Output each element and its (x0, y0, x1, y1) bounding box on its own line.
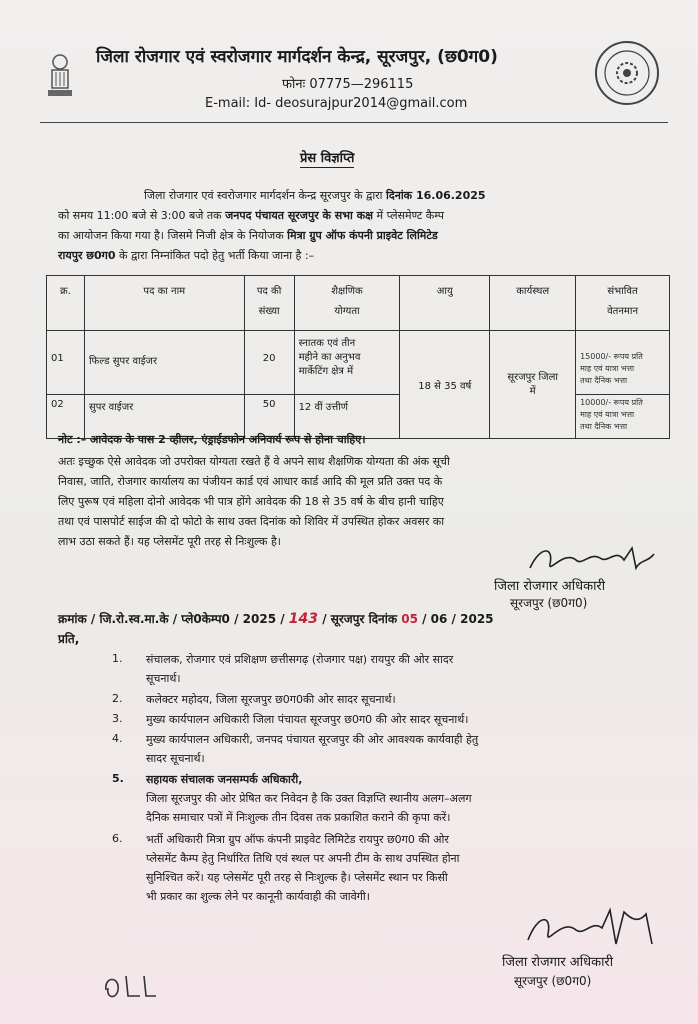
recipients-heading: प्रति, (58, 632, 80, 646)
col-post: पद का नाम (84, 276, 244, 331)
row-salary: 15000/- रूपय प्रति माह एवं यात्रा भत्ता तथा दैनिक भत्ता (576, 331, 670, 395)
office-email: E-mail: Id- deosurajpur2014@gmail.com (205, 96, 468, 111)
intro-line-3: का आयोजन किया गया है। जिसमे निजी क्षेत्र के नियोजक मित्रा ग्रुप ऑफ कंपनी प्राइवेट लिमिटेड (58, 229, 438, 242)
table-row (47, 331, 670, 395)
press-release-heading: प्रेस विज्ञप्ति (300, 148, 354, 168)
col-salary: संभावित वेतनमान (576, 276, 670, 331)
row-sno: 02 (47, 395, 85, 439)
list-item-number: 2. (112, 692, 123, 705)
header-divider (40, 122, 668, 123)
list-item-number: 4. (112, 732, 123, 745)
body-line-3: लिए पुरूष एवं महिला दोनो आवेदक भी पात्र होंगे आवेदक की 18 से 35 वर्ष के बीच हानी चाहिए (58, 495, 444, 508)
col-education: शैक्षणिक योग्यता (294, 276, 400, 331)
col-count: पद की संख्या (244, 276, 294, 331)
col-sno: क्र. (47, 276, 85, 331)
reference-number: क्रमांक / जि.रो.स्व.मा.के / प्ले0केम्प0 / 2025 / 143 / सूरजपुर दिनांक 05 / 06 / 2025 (58, 611, 494, 627)
list-item: संचालक, रोजगार एवं प्रशिक्षण छत्तीसगढ़ (रोजगार पक्ष) रायपुर की ओर सादर सूचनार्थ। (146, 653, 454, 685)
row-salary: 10000/- रूपय प्रति माह एवं यात्रा भत्ता तथा दैनिक भत्ता (576, 395, 670, 439)
office-seal-icon (594, 40, 660, 106)
signature-1-place: सूरजपुर (छ0ग0) (510, 596, 588, 610)
place-value: सूरजपुर जिला में (490, 331, 576, 439)
list-item-number: 6. (112, 832, 123, 845)
body-line-1: अतः इच्छुक ऐसे आवेदक जो उपरोक्त योग्यता रखते हैं वे अपने साथ शैक्षणिक योग्यता की अंक सूची (58, 455, 450, 468)
jobs-table (46, 275, 670, 439)
age-value: 18 से 35 वर्ष (400, 331, 490, 439)
table-header-row (47, 276, 670, 331)
body-line-2: निवास, जाति, रोजगार कार्यालय का पंजीयन कार्ड एवं आधार कार्ड आदि की मूल प्रति उक्त पद के (58, 475, 443, 488)
handwritten-signature-icon (520, 540, 660, 580)
row-count: 50 (244, 395, 294, 439)
signature-2-place: सूरजपुर (छ0ग0) (514, 974, 592, 988)
intro-line-1: जिला रोजगार एवं स्वरोजगार मार्गदर्शन केन्द्र सूरजपुर के द्वारा दिनांक 16.06.2025 (144, 189, 486, 202)
signature-1-title: जिला रोजगार अधिकारी (494, 579, 606, 594)
row-post: सुपर वाईजर (84, 395, 244, 439)
list-item: कलेक्टर महोदय, जिला सूरजपुर छ0ग0की ओर सादर सूचनार्थ। (146, 693, 396, 706)
row-count: 20 (244, 331, 294, 395)
handwritten-signature-icon (520, 904, 660, 954)
list-item-number: 3. (112, 712, 123, 725)
row-education: स्नातक एवं तीन महीने का अनुभव मार्केटिंग क्षेत्र में (294, 331, 400, 395)
list-item: मुख्य कार्यपालन अधिकारी जिला पंचायत सूरजपुर छ0ग0 की ओर सादर सूचनार्थ। (146, 713, 469, 726)
state-emblem-icon (42, 52, 78, 102)
requirement-note: नोट :– आवेदक के पास 2 व्हीलर, एंड्राईडफोन अनिवार्य रूप से होना चाहिए। (58, 433, 366, 446)
list-item: भर्ती अधिकारी मित्रा ग्रुप ऑफ कंपनी प्राइवेट लिमिटेड रायपुर छ0ग0 की ओर प्लेसमेंट कैम्प हेतु निर्धारित तिथि एवं स्थल पर अपनी टीम के साथ उपस्थित होना सुनिश्चित करें। यह प्लेसमेंट पूरी तरह से निःशुल्क है। प्लेसमेंट स्थान पर किसी भी प्रकार का शुल्क लेने पर कानूनी कार्यवाही की जावेगी। (146, 833, 460, 903)
body-line-5: लाभ उठा सकते हैं। यह प्लेसमेंट पूरी तरह से निःशुल्क है। (58, 535, 281, 548)
list-item: सहायक संचालक जनसम्पर्क अधिकारी, जिला सूरजपुर की ओर प्रेषित कर निवेदन है कि उक्त विज्ञप्ति स्थानीय अलग–अलग दैनिक समाचार पत्रों में निःशुल्क तीन दिवस तक प्रकाशित कराने की कृपा करें। (146, 773, 472, 824)
row-sno: 01 (47, 331, 85, 395)
intro-line-4: रायपुर छ0ग0 के द्वारा निम्नांकित पदो हेतु भर्ती किया जाना है :– (58, 249, 315, 262)
body-line-4: तथा एवं पासपोर्ट साईज की दो फोटो के साथ उक्त दिनांक को शिविर में उपस्थित होकर अवसर का (58, 515, 445, 528)
list-item: मुख्य कार्यपालन अधिकारी, जनपद पंचायत सूरजपुर की ओर आवश्यक कार्यवाही हेतु सादर सूचनार्थ। (146, 733, 479, 765)
col-place: कार्यस्थल (490, 276, 576, 331)
col-age: आयु (400, 276, 490, 331)
row-post: फिल्ड सुपर वाईजर (84, 331, 244, 395)
handwritten-initials-icon (100, 968, 160, 1004)
office-phone: फोनः 07775—296115 (282, 77, 414, 92)
office-title: जिला रोजगार एवं स्वरोजगार मार्गदर्शन केन्द्र, सूरजपुर, (छ0ग0) (96, 47, 498, 67)
signature-2-title: जिला रोजगार अधिकारी (502, 955, 614, 970)
intro-line-2: को समय 11:00 बजे से 3:00 बजे तक जनपद पंचायत सूरजपुर के सभा कक्ष में प्लेसमेण्ट कैम्प (58, 209, 444, 222)
list-item-number: 1. (112, 652, 123, 665)
list-item-number: 5. (112, 772, 124, 785)
row-education: 12 वीं उत्तीर्ण (294, 395, 400, 439)
